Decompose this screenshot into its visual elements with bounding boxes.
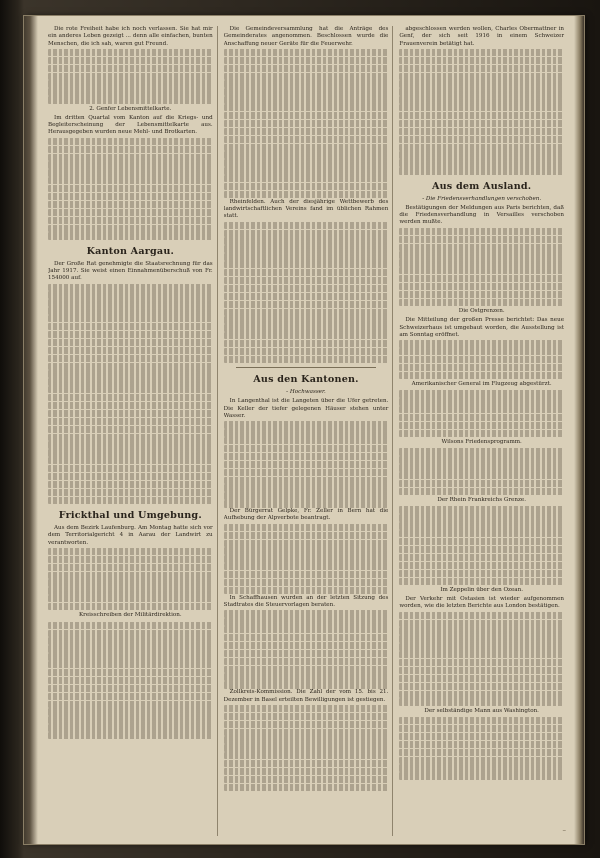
text-line	[48, 579, 213, 586]
text-line	[399, 120, 564, 127]
text-line	[48, 201, 213, 208]
text-line	[224, 642, 389, 649]
text-line	[224, 324, 389, 331]
article-paragraph: Aus dem Bezirk Laufenburg. Am Montag hatte sich vor dem Territorialgericht 4 in Aarau der Landwirt zu verantworten.	[48, 524, 213, 546]
text-line	[399, 73, 564, 80]
text-line	[399, 741, 564, 748]
text-line	[48, 548, 213, 555]
text-line	[48, 556, 213, 563]
text-line	[224, 500, 389, 507]
text-line	[224, 587, 389, 594]
text-line	[48, 73, 213, 80]
text-line	[48, 80, 213, 87]
text-line	[48, 232, 213, 239]
text-line	[48, 154, 213, 161]
text-line	[399, 448, 564, 455]
text-line	[399, 554, 564, 561]
text-line	[48, 645, 213, 652]
section-divider	[236, 367, 377, 368]
text-line	[224, 136, 389, 143]
text-line	[48, 708, 213, 715]
text-line	[48, 193, 213, 200]
text-line	[399, 340, 564, 347]
text-line	[48, 497, 213, 504]
text-line	[48, 331, 213, 338]
text-line	[224, 159, 389, 166]
text-line	[48, 363, 213, 370]
notice-heading: Wilsons Friedensprogramm.	[441, 439, 522, 446]
text-line	[399, 422, 564, 429]
text-line	[224, 681, 389, 688]
text-line	[399, 546, 564, 553]
text-line	[48, 291, 213, 298]
text-line	[48, 489, 213, 496]
text-line	[224, 421, 389, 428]
text-line	[399, 749, 564, 756]
text-line	[48, 603, 213, 610]
text-line	[224, 49, 389, 56]
text-line	[48, 378, 213, 385]
text-line	[399, 698, 564, 705]
text-line	[224, 73, 389, 80]
text-line	[399, 57, 564, 64]
text-line	[224, 104, 389, 111]
text-line	[48, 217, 213, 224]
text-line	[399, 414, 564, 421]
text-line	[224, 547, 389, 554]
text-line	[48, 441, 213, 448]
text-line	[399, 506, 564, 513]
text-line	[48, 724, 213, 731]
text-line	[224, 183, 389, 190]
text-line	[224, 744, 389, 751]
text-line	[399, 480, 564, 487]
text-line	[48, 386, 213, 393]
text-line	[48, 564, 213, 571]
article-paragraph: Zollkreis-Kommission. Die Zahl der vom 15. bis 21. Dezember in Basel erteilten Bewilligungen ist gestiegen.	[223, 689, 389, 703]
text-line	[224, 532, 389, 539]
text-line	[48, 96, 213, 103]
text-line	[399, 733, 564, 740]
notice-heading: 2. Genfer Lebensmittelkarte.	[89, 105, 172, 112]
text-line	[48, 449, 213, 456]
text-line	[224, 484, 389, 491]
text-line	[224, 705, 389, 712]
article-paragraph: Der Bürgerrat Gelpke, Fr. Zeller in Bern hat die Aufhebung der Alpverbote beantragt.	[223, 508, 389, 522]
text-line	[224, 429, 389, 436]
text-line	[399, 456, 564, 463]
text-line	[399, 128, 564, 135]
text-line	[48, 370, 213, 377]
text-line	[399, 65, 564, 72]
text-line	[224, 650, 389, 657]
text-line	[399, 398, 564, 405]
notice-heading: Amerikanischer General im Flugzeug abgestürzt.	[411, 381, 552, 388]
text-line	[399, 390, 564, 397]
text-line	[224, 245, 389, 252]
text-line	[48, 434, 213, 441]
text-line	[224, 492, 389, 499]
text-line	[399, 267, 564, 274]
article-paragraph: Die rote Freiheit habe ich noch verlassen. Sie hat mir ein anderes Leben gezeigt ... denn alle einfachen, bunten Menschen, die ich sah, waren gut Freund.	[48, 26, 213, 47]
text-line	[48, 299, 213, 306]
text-line	[224, 736, 389, 743]
text-line	[399, 159, 564, 166]
text-line	[399, 651, 564, 658]
notice-heading: Die Ostgrenzen.	[458, 308, 505, 315]
page-binding-left	[24, 16, 38, 844]
text-line	[224, 301, 389, 308]
text-line	[224, 151, 389, 158]
text-line	[224, 610, 389, 617]
text-line	[399, 578, 564, 585]
text-line	[399, 299, 564, 306]
text-line	[224, 253, 389, 260]
text-line	[224, 540, 389, 547]
subheading: - Die Friedensverhandlungen verschoben.	[422, 195, 542, 202]
text-line	[224, 445, 389, 452]
section-heading-ausland: Aus dem Ausland.	[431, 180, 532, 192]
text-line	[399, 372, 564, 379]
text-line	[399, 244, 564, 251]
text-line	[399, 570, 564, 577]
text-line	[48, 49, 213, 56]
text-line	[48, 630, 213, 637]
text-line	[224, 776, 389, 783]
text-line	[399, 612, 564, 619]
text-line	[48, 161, 213, 168]
text-line	[224, 348, 389, 355]
text-line	[224, 713, 389, 720]
text-line	[48, 185, 213, 192]
text-line	[399, 635, 564, 642]
text-line	[48, 225, 213, 232]
text-line	[224, 721, 389, 728]
text-line	[399, 259, 564, 266]
text-line	[48, 284, 213, 291]
text-line	[399, 348, 564, 355]
text-line	[48, 685, 213, 692]
text-line	[399, 96, 564, 103]
text-line	[224, 563, 389, 570]
article-paragraph: Bestätigungen der Meldungen aus Paris berichten, daß die Friedensverhandlung in Versailles verschoben werden mußte.	[399, 204, 565, 226]
text-line	[224, 222, 389, 229]
text-line	[224, 469, 389, 476]
text-line	[224, 128, 389, 135]
text-line	[399, 725, 564, 732]
text-line	[224, 175, 389, 182]
text-line	[224, 269, 389, 276]
text-line	[399, 562, 564, 569]
text-line	[48, 209, 213, 216]
text-line	[224, 784, 389, 791]
text-line	[48, 572, 213, 579]
text-line	[399, 764, 564, 771]
text-line	[224, 760, 389, 767]
text-line	[399, 49, 564, 56]
text-line	[224, 768, 389, 775]
text-line	[48, 716, 213, 723]
text-line	[48, 307, 213, 314]
text-line	[224, 524, 389, 531]
text-line	[224, 752, 389, 759]
section-heading-frickthal: Frickthal und Umgebung.	[58, 509, 202, 521]
text-line	[224, 579, 389, 586]
text-line	[399, 430, 564, 437]
text-line	[48, 418, 213, 425]
text-line	[48, 65, 213, 72]
text-line	[399, 757, 564, 764]
article-paragraph: Im dritten Quartal vom Kanton auf die Kriegs- und Begleiterscheinung der Lebensmittelkarte aus. Herausgegeben wurden neue Mehl- und Brotkarten.	[48, 114, 213, 136]
text-line	[399, 167, 564, 174]
text-line	[399, 151, 564, 158]
text-line	[48, 693, 213, 700]
text-line	[48, 146, 213, 153]
text-line	[399, 522, 564, 529]
text-line	[399, 136, 564, 143]
text-line	[399, 80, 564, 87]
article-paragraph: Der Große Rat genehmigte die Staatsrechnung für das Jahr 1917. Sie weist einen Einnahmenüberschuß von Fr. 154000 auf.	[48, 260, 213, 282]
text-line	[224, 88, 389, 95]
column-3	[399, 26, 568, 836]
page-mark: –	[562, 826, 566, 834]
text-line	[48, 732, 213, 739]
text-line	[399, 283, 564, 290]
article-paragraph: Der Verkehr mit Ostasien ist wieder aufgenommen worden, wie die letzten Berichte aus London bestätigen.	[399, 596, 565, 610]
text-line	[48, 177, 213, 184]
text-line	[48, 701, 213, 708]
text-line	[399, 620, 564, 627]
text-line	[224, 461, 389, 468]
text-line	[224, 555, 389, 562]
notice-heading: Der Rhein Frankreichs Grenze.	[437, 497, 527, 504]
text-line	[224, 65, 389, 72]
text-line	[224, 340, 389, 347]
text-line	[48, 481, 213, 488]
text-line	[224, 120, 389, 127]
text-line	[48, 653, 213, 660]
text-line	[48, 661, 213, 668]
text-line	[224, 309, 389, 316]
text-line	[224, 191, 389, 198]
text-line	[399, 236, 564, 243]
text-line	[399, 667, 564, 674]
text-line	[399, 144, 564, 151]
article-paragraph: In Langenthal ist die Langeten über die Ufer getreten. Die Keller der tiefer gelegenen Häuser stehen unter Wasser.	[223, 398, 389, 420]
text-line	[399, 228, 564, 235]
text-line	[224, 80, 389, 87]
text-line	[224, 230, 389, 237]
text-line	[399, 275, 564, 282]
text-line	[224, 57, 389, 64]
text-line	[224, 571, 389, 578]
text-line	[224, 167, 389, 174]
text-line	[224, 618, 389, 625]
text-line	[48, 473, 213, 480]
page-binding-right	[574, 16, 584, 844]
article-paragraph: Rheinfelden. Auch der diesjährige Wettbewerb des landwirtschaftlichen Vereins fand im üblichen Rahmen statt.	[223, 198, 389, 220]
notice-heading: Kreisschreiben der Militärdirektion.	[78, 612, 182, 619]
text-line	[224, 237, 389, 244]
text-line	[48, 57, 213, 64]
text-line	[399, 104, 564, 111]
text-line	[399, 659, 564, 666]
text-line	[48, 169, 213, 176]
text-line	[48, 355, 213, 362]
text-line	[224, 261, 389, 268]
text-line	[399, 675, 564, 682]
section-heading-aargau: Kanton Aargau.	[86, 245, 175, 257]
text-line	[48, 677, 213, 684]
text-line	[48, 402, 213, 409]
text-line	[224, 285, 389, 292]
text-line	[48, 465, 213, 472]
text-line	[224, 666, 389, 673]
text-line	[399, 88, 564, 95]
text-line	[399, 627, 564, 634]
text-line	[224, 332, 389, 339]
article-paragraph: Die Gemeindeversammlung hat die Anträge des Gemeinderates angenommen. Beschlossen wurde die Anschaffung neuer Geräte für die Feuerwehr.	[223, 26, 389, 47]
text-line	[399, 538, 564, 545]
text-line	[399, 364, 564, 371]
text-line	[48, 88, 213, 95]
text-line	[48, 622, 213, 629]
text-line	[224, 453, 389, 460]
text-line	[48, 669, 213, 676]
text-line	[48, 595, 213, 602]
article-paragraph: In Schaffhausen wurden an der letzten Sitzung des Stadtrates die Steuervorlagen beraten.	[223, 594, 389, 609]
text-line	[399, 683, 564, 690]
text-line	[224, 293, 389, 300]
text-line	[48, 587, 213, 594]
text-line	[224, 96, 389, 103]
text-line	[399, 643, 564, 650]
text-line	[48, 394, 213, 401]
text-line	[399, 772, 564, 779]
notice-heading: Im Zeppelin über den Ozean.	[440, 586, 524, 593]
text-line	[48, 426, 213, 433]
text-line	[399, 291, 564, 298]
text-line	[399, 488, 564, 495]
text-line	[48, 323, 213, 330]
text-line	[224, 437, 389, 444]
text-line	[224, 112, 389, 119]
article-paragraph: Die Mitteilung der großen Presse berichtet: Das neue Schweizerhaus ist umgebaut worden, die Ausstellung ist am Sonntag eröffnet.	[399, 317, 565, 338]
text-line	[399, 356, 564, 363]
text-line	[48, 347, 213, 354]
text-line	[399, 251, 564, 258]
text-line	[224, 477, 389, 484]
text-line	[224, 658, 389, 665]
section-heading-kantonen: Aus den Kantonen.	[253, 374, 359, 386]
text-line	[224, 729, 389, 736]
text-line	[224, 277, 389, 284]
newspaper-columns	[48, 26, 568, 836]
text-line	[48, 339, 213, 346]
text-line	[224, 673, 389, 680]
text-line	[224, 144, 389, 151]
text-line	[399, 112, 564, 119]
newspaper-page	[24, 16, 584, 844]
text-line	[224, 634, 389, 641]
text-line	[399, 514, 564, 521]
notice-heading: Der selbständige Mann aus Washington.	[424, 707, 539, 714]
text-line	[399, 691, 564, 698]
text-line	[399, 472, 564, 479]
subheading: - Hochwasser.	[286, 389, 326, 396]
article-paragraph: abgeschlossen werden wollen, Charles Obermattner in Genf, der sich seit 1916 in einem Schweizer Frauenverein betätigt hat.	[399, 26, 565, 47]
text-line	[48, 315, 213, 322]
text-line	[399, 717, 564, 724]
text-line	[48, 410, 213, 417]
text-line	[399, 406, 564, 413]
text-line	[48, 138, 213, 145]
column-1	[48, 26, 218, 836]
text-line	[224, 626, 389, 633]
text-line	[224, 356, 389, 363]
column-2	[224, 26, 394, 836]
text-line	[48, 637, 213, 644]
text-line	[399, 530, 564, 537]
text-line	[399, 464, 564, 471]
text-line	[224, 316, 389, 323]
text-line	[48, 457, 213, 464]
